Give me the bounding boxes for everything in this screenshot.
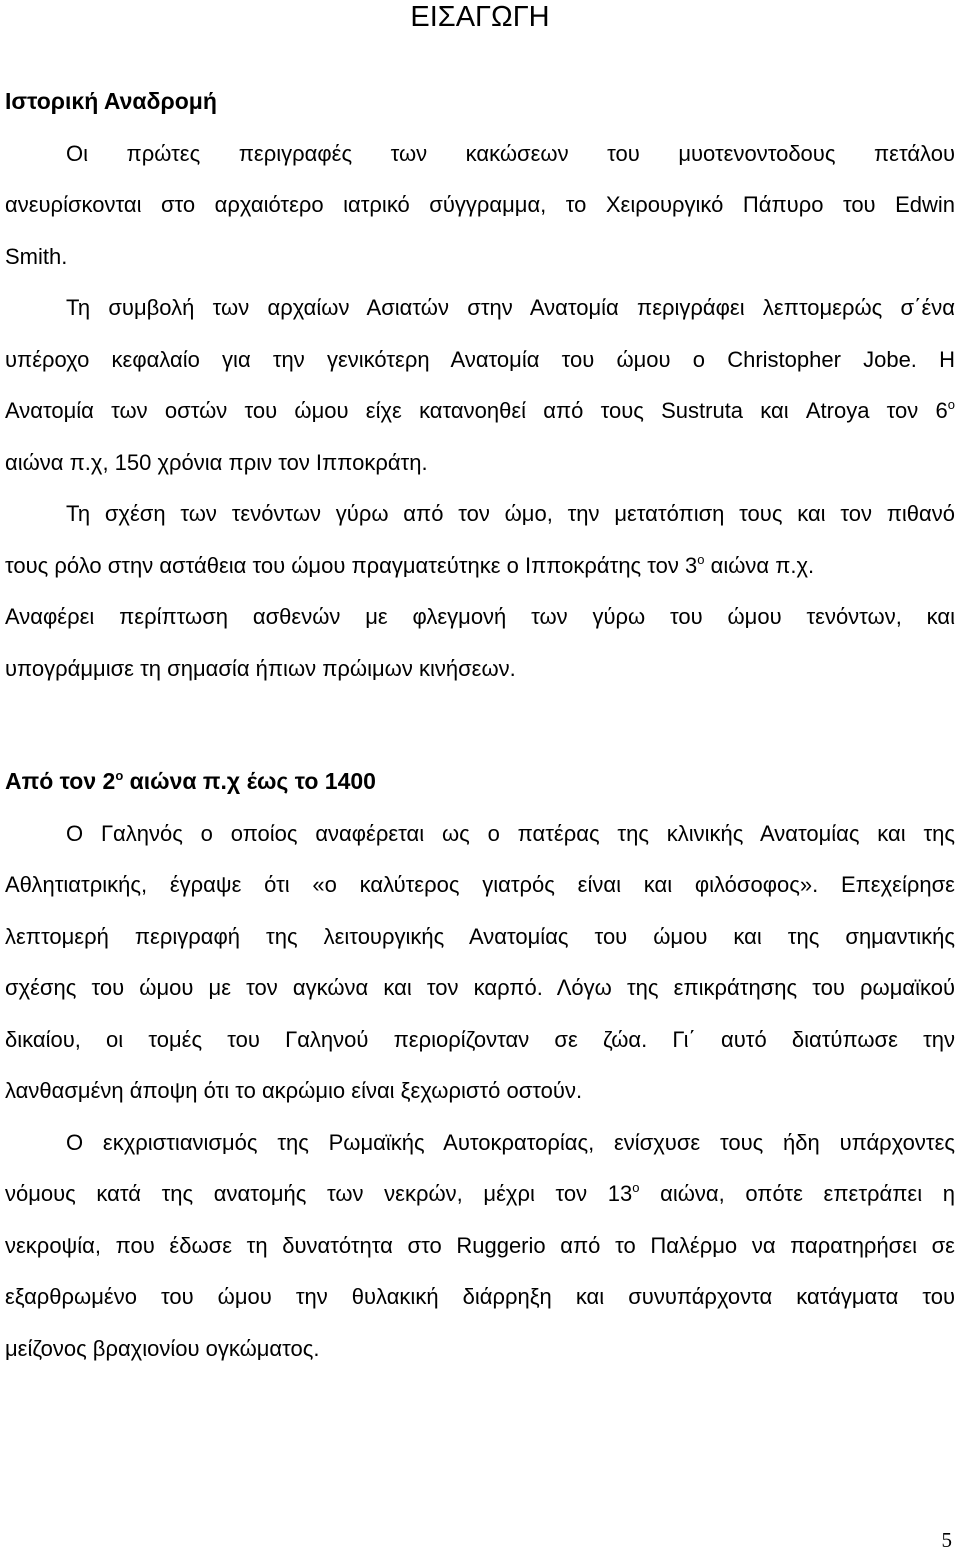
page-number: 5 xyxy=(941,1528,952,1552)
line-text: αιώνα π.χ. xyxy=(710,553,815,578)
paragraph-line xyxy=(5,552,955,580)
paragraph-line: Οι πρώτες περιγραφές των κακώσεων του μυοτενοντοδους πετάλου xyxy=(66,141,955,166)
paragraph-line: δικαίου, οι τομές του Γαληνού περιορίζονταν σε ζώα. Γι΄ αυτό διατύπωσε την xyxy=(5,1027,955,1052)
heading-text: Από τον 2 xyxy=(5,768,116,794)
paragraph-line: υπογράμμισε τη σημασία ήπιων πρώιμων κινήσεων. xyxy=(5,656,516,681)
paragraph-line: λεπτομερή περιγραφή της λειτουργικής Ανατομίας του ώμου και της σημαντικής xyxy=(5,924,955,949)
paragraph-line: Smith. xyxy=(5,244,68,269)
paragraph-line: ανευρίσκονται στο αρχαιότερο ιατρικό σύγγραμμα, το Χειρουργικό Πάπυρο του Edwin xyxy=(5,192,955,217)
paragraph-line: Τη συμβολή των αρχαίων Ασιατών στην Ανατομία περιγράφει λεπτομερώς σ΄ένα xyxy=(66,295,955,320)
superscript: ο xyxy=(115,768,124,783)
superscript: ο xyxy=(632,1180,640,1195)
paragraph-line: Ο Γαληνός ο οποίος αναφέρεται ως ο πατέρας της κλινικής Ανατομίας και της xyxy=(66,821,955,846)
line-text: νόμους κατά της ανατομής των νεκρών, μέχρι τον 13 xyxy=(5,1181,633,1206)
paragraph-line: Ο εκχριστιανισμός της Ρωμαϊκής Αυτοκρατορίας, ενίσχυσε τους ήδη υπάρχοντες xyxy=(66,1130,955,1155)
paragraph-line: εξαρθρωμένο του ώμου την θυλακική διάρρηξη και συνυπάρχοντα κατάγματα του xyxy=(5,1284,955,1309)
paragraph-line: νεκροψία, που έδωσε τη δυνατότητα στο Ruggerio από το Παλέρμο να παρατηρήσει σε xyxy=(5,1233,955,1258)
paragraph-line: αιώνα π.χ, 150 χρόνια πριν τον Ιπποκράτη. xyxy=(5,450,428,475)
paragraph-line: σχέσης του ώμου με τον αγκώνα και τον καρπό. Λόγω της επικράτησης του ρωμαϊκού xyxy=(5,975,955,1000)
section-heading xyxy=(5,768,376,795)
paragraph-line: Τη σχέση των τενόντων γύρω από τον ώμο, την μετατόπιση τους και τον πιθανό xyxy=(66,501,955,526)
paragraph-line: μείζονος βραχιονίου ογκώματος. xyxy=(5,1336,320,1361)
paragraph-line: Αθλητιατρικής, έγραψε ότι «ο καλύτερος γιατρός είναι και φιλόσοφος». Επεχείρησε xyxy=(5,872,955,897)
heading-text: αιώνα π.χ έως το 1400 xyxy=(123,768,376,794)
paragraph-line xyxy=(5,397,955,425)
page-title: ΕΙΣΑΓΩΓΗ xyxy=(410,1,550,33)
paragraph-line: υπέροχο κεφαλαίο για την γενικότερη Ανατομία του ώμου ο Christopher Jobe. Η xyxy=(5,347,955,372)
superscript: ο xyxy=(697,552,705,567)
section-heading: Ιστορική Αναδρομή xyxy=(5,88,217,114)
paragraph-line: Αναφέρει περίπτωση ασθενών με φλεγμονή των γύρω του ώμου τενόντων, και xyxy=(5,604,955,629)
paragraph-line xyxy=(5,1180,955,1208)
line-text: τους ρόλο στην αστάθεια του ώμου πραγματεύτηκε ο Ιπποκράτης τον 3 xyxy=(5,553,698,578)
superscript: ο xyxy=(947,397,955,412)
line-text: αιώνα, οπότε επετράπει η xyxy=(639,1181,955,1206)
paragraph-line: λανθασμένη άποψη ότι το ακρώμιο είναι ξεχωριστό οστούν. xyxy=(5,1078,583,1103)
line-text: Ανατομία των οστών του ώμου είχε κατανοηθεί από τους Sustruta και Atroya τον 6 xyxy=(5,398,948,423)
